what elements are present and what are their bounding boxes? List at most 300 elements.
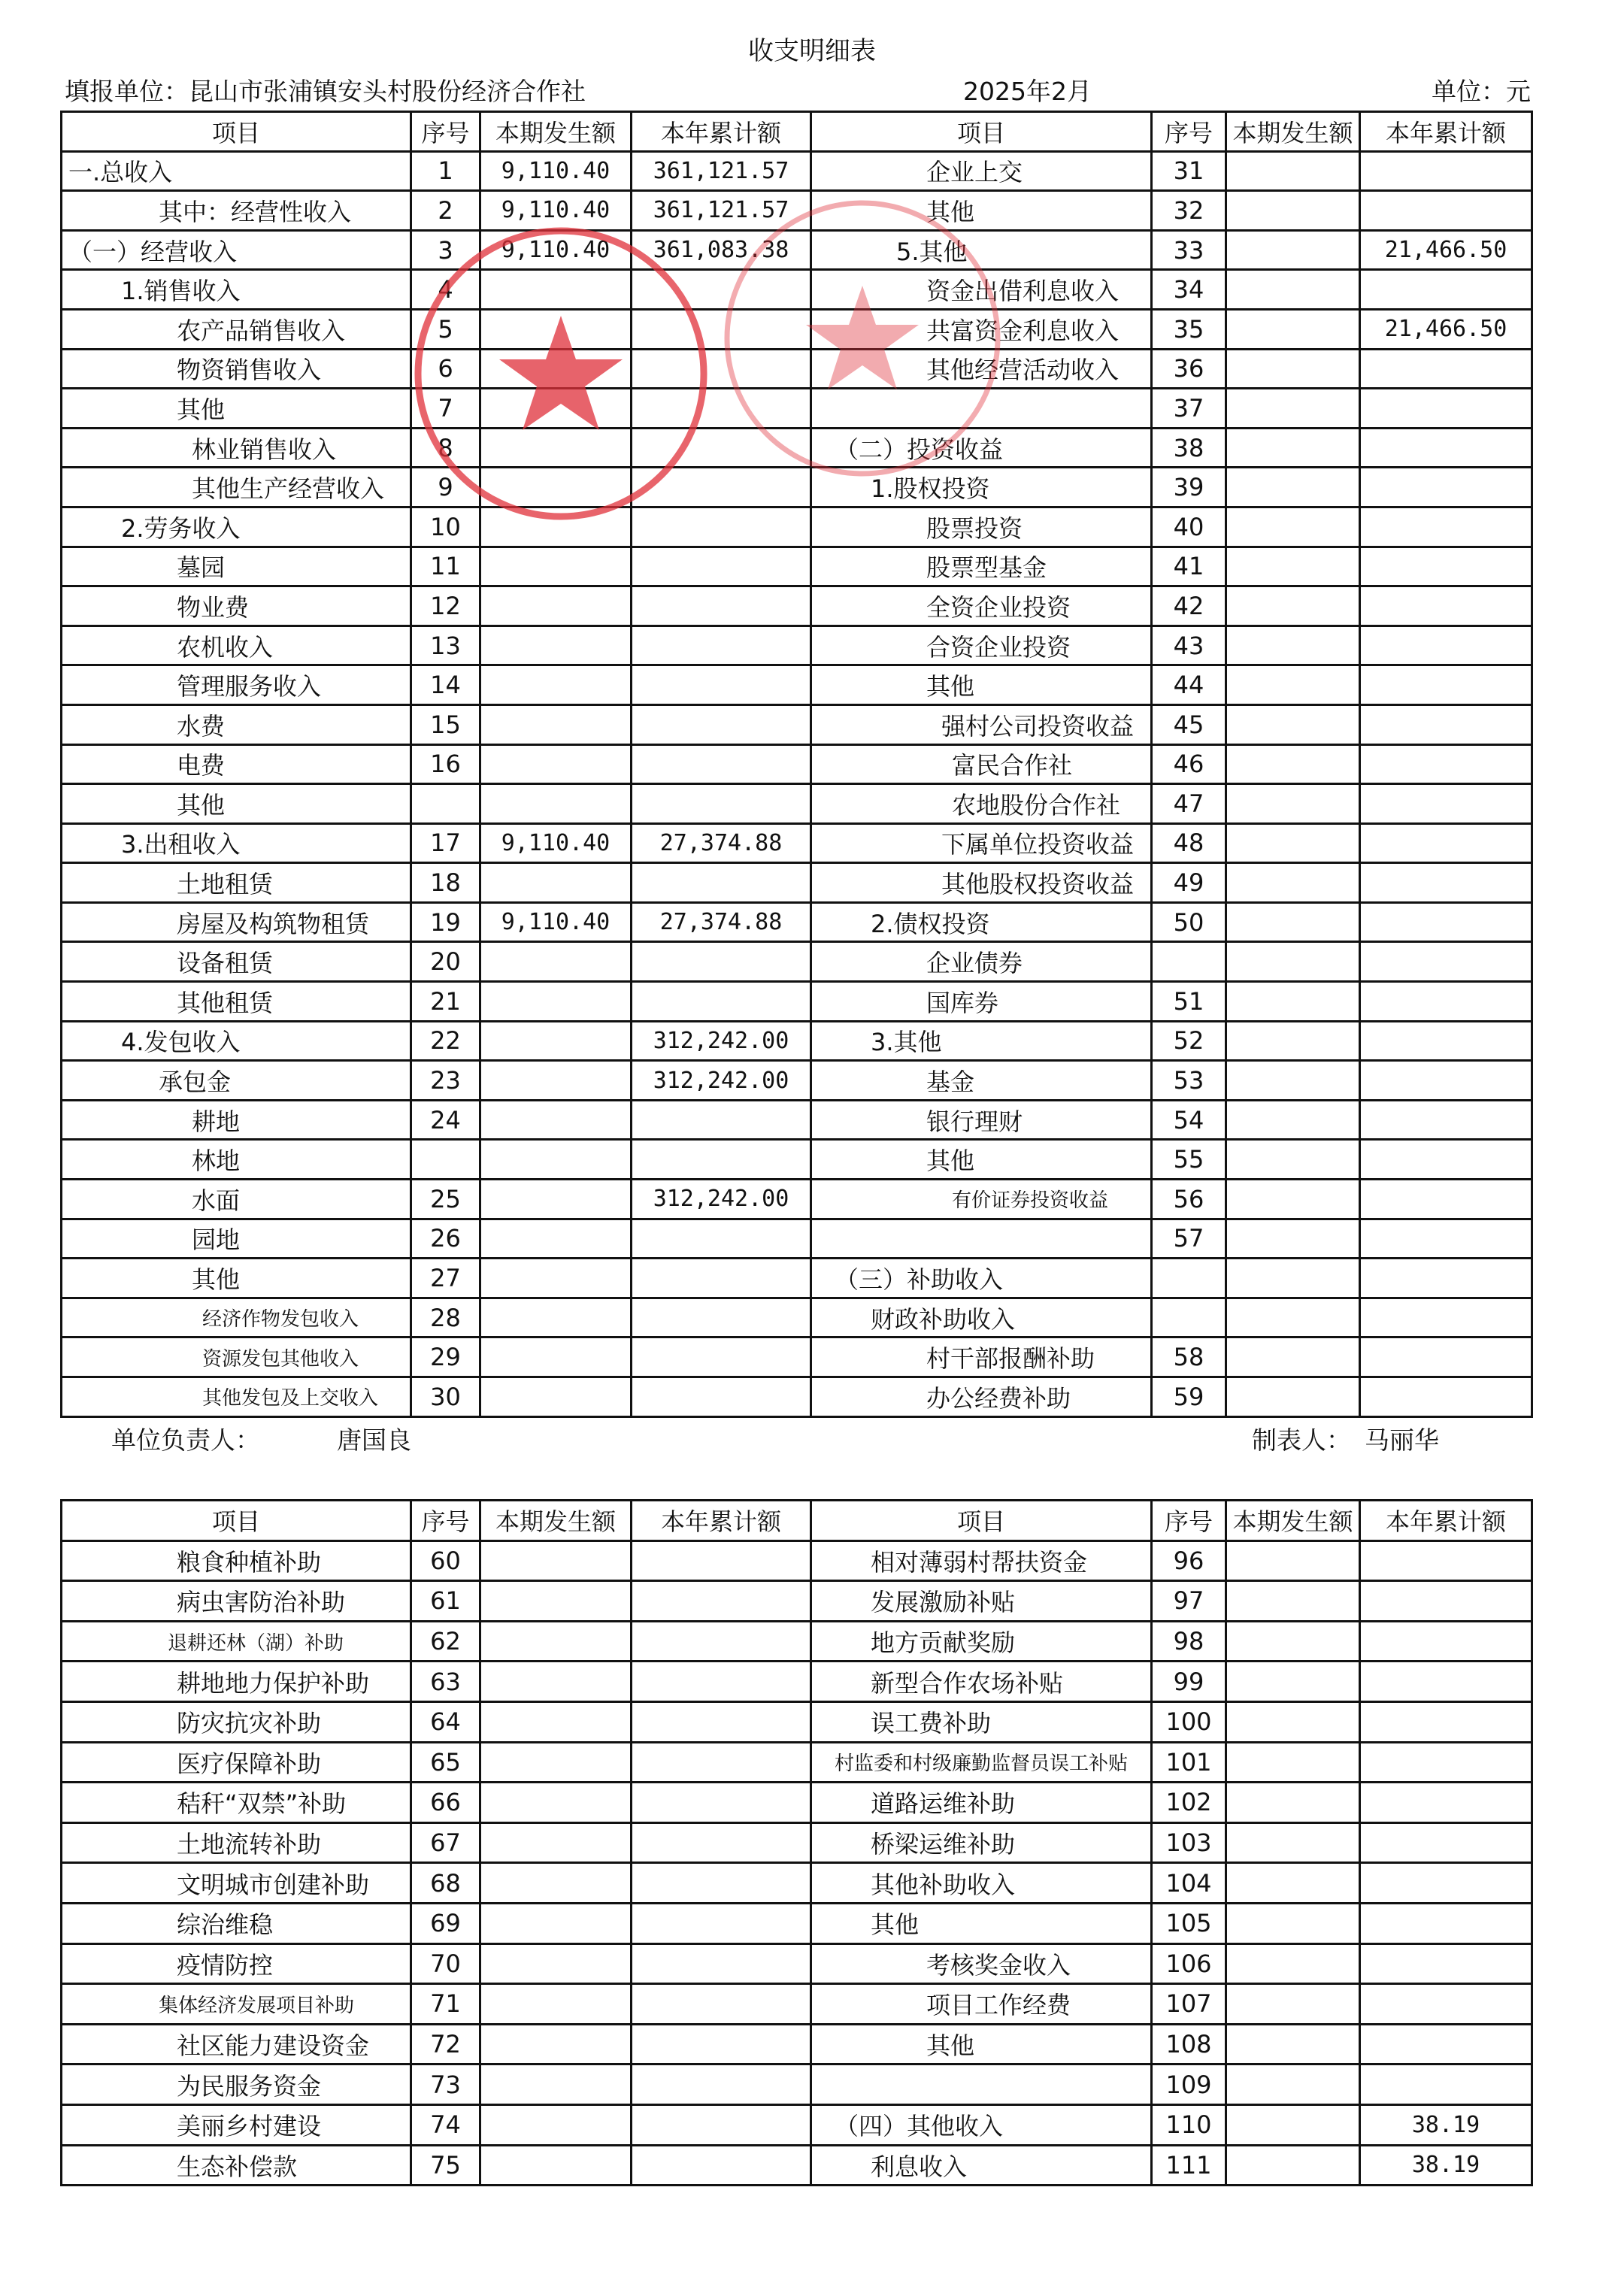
column-header-item: 项目 [62,1501,411,1541]
left-seq-cell: 16 [411,744,480,784]
left-ytd-amount-cell [632,349,811,389]
right-ytd-amount-cell [1360,902,1532,942]
left-seq-cell: 24 [411,1100,480,1140]
right-item-cell [811,2064,1152,2105]
left-ytd-amount-cell [632,1140,811,1180]
left-ytd-amount-cell [632,468,811,507]
table-row [62,1140,1532,1180]
left-seq-cell: 64 [411,1701,480,1742]
column-header-seq: 序号 [1152,1501,1226,1541]
left-current-amount-cell [480,349,632,389]
right-current-amount-cell [1226,1783,1360,1823]
table-row [62,1984,1532,2025]
right-current-amount-cell [1226,863,1360,903]
right-ytd-amount-cell: 38.19 [1360,2104,1532,2145]
left-item-cell: 文明城市创建补助 [62,1863,411,1904]
left-seq-cell: 5 [411,309,480,349]
reporting-unit: 填报单位：昆山市张浦镇安头村股份经济合作社 [65,77,586,106]
right-ytd-amount-cell [1360,507,1532,547]
right-item-cell: 利息收入 [811,2145,1152,2186]
table-row [62,1061,1532,1101]
left-item-cell: （一）经营收入 [62,230,411,270]
left-seq-cell: 20 [411,942,480,982]
right-current-amount-cell [1226,1742,1360,1783]
right-seq-cell: 44 [1152,665,1226,705]
left-item-cell: 林地 [62,1140,411,1180]
left-seq-cell: 14 [411,665,480,705]
right-current-amount-cell [1226,1061,1360,1101]
left-seq-cell: 75 [411,2145,480,2186]
right-ytd-amount-cell [1360,942,1532,982]
left-ytd-amount-cell [632,309,811,349]
column-header-ytd-amount: 本年累计额 [632,1501,811,1541]
right-current-amount-cell [1226,1219,1360,1259]
left-item-cell: 资源发包其他收入 [62,1337,411,1377]
right-current-amount-cell [1226,784,1360,824]
table-row [62,863,1532,903]
left-current-amount-cell [480,507,632,547]
right-item-cell: 富民合作社 [811,744,1152,784]
table-row [62,704,1532,744]
left-item-cell: 管理服务收入 [62,665,411,705]
right-current-amount-cell [1226,1259,1360,1298]
right-ytd-amount-cell: 21,466.50 [1360,230,1532,270]
right-seq-cell: 110 [1152,2104,1226,2145]
right-ytd-amount-cell [1360,389,1532,429]
left-ytd-amount-cell [632,626,811,665]
left-item-cell: 其他 [62,389,411,429]
left-current-amount-cell [480,1337,632,1377]
left-item-cell: 房屋及构筑物租赁 [62,902,411,942]
right-seq-cell: 34 [1152,270,1226,310]
right-current-amount-cell [1226,982,1360,1022]
left-item-cell: 农产品销售收入 [62,309,411,349]
right-ytd-amount-cell [1360,586,1532,626]
left-current-amount-cell [480,309,632,349]
right-current-amount-cell [1226,230,1360,270]
table-row [62,1742,1532,1783]
right-seq-cell: 98 [1152,1621,1226,1662]
right-item-cell: 项目工作经费 [811,1984,1152,2025]
right-ytd-amount-cell [1360,2024,1532,2064]
right-ytd-amount-cell [1360,784,1532,824]
right-item-cell: 地方贡献奖励 [811,1621,1152,1662]
table-row [62,1783,1532,1823]
right-item-cell: 3.其他 [811,1021,1152,1061]
column-header-current-amount: 本期发生额 [480,112,632,152]
left-current-amount-cell [480,2024,632,2064]
right-current-amount-cell [1226,902,1360,942]
right-seq-cell [1152,1298,1226,1337]
right-ytd-amount-cell [1360,704,1532,744]
left-ytd-amount-cell [632,547,811,586]
right-current-amount-cell [1226,1377,1360,1417]
right-seq-cell: 40 [1152,507,1226,547]
left-ytd-amount-cell [632,1903,811,1943]
left-seq-cell: 72 [411,2024,480,2064]
left-item-cell: 一.总收入 [62,151,411,191]
right-current-amount-cell [1226,2145,1360,2186]
report-info [65,72,1531,107]
column-header-item: 项目 [811,1501,1152,1541]
left-seq-cell: 7 [411,389,480,429]
right-current-amount-cell [1226,389,1360,429]
table-row [62,507,1532,547]
table-row [62,823,1532,863]
left-current-amount-cell [480,468,632,507]
right-item-cell: 企业上交 [811,151,1152,191]
right-item-cell: 强村公司投资收益 [811,704,1152,744]
column-header-current-amount: 本期发生额 [1226,1501,1360,1541]
left-ytd-amount-cell [632,1822,811,1863]
right-seq-cell: 104 [1152,1863,1226,1904]
table-row [62,151,1532,191]
right-item-cell: 下属单位投资收益 [811,823,1152,863]
left-seq-cell [411,1140,480,1180]
left-ytd-amount-cell: 361,121.57 [632,151,811,191]
left-seq-cell: 70 [411,1943,480,1984]
left-ytd-amount-cell [632,1100,811,1140]
table-row [62,1540,1532,1581]
right-current-amount-cell [1226,191,1360,231]
left-item-cell: 其他生产经营收入 [62,468,411,507]
left-item-cell: 其中：经营性收入 [62,191,411,231]
left-ytd-amount-cell [632,1783,811,1823]
right-current-amount-cell [1226,428,1360,468]
right-item-cell: （三）补助收入 [811,1259,1152,1298]
left-item-cell: 物资销售收入 [62,349,411,389]
left-current-amount-cell [480,626,632,665]
table-row [62,1662,1532,1702]
right-ytd-amount-cell [1360,468,1532,507]
right-seq-cell: 97 [1152,1581,1226,1622]
left-current-amount-cell: 9,110.40 [480,902,632,942]
column-header-seq: 序号 [411,1501,480,1541]
right-ytd-amount-cell [1360,1701,1532,1742]
leader-label: 单位负责人： [111,1425,260,1455]
right-seq-cell: 102 [1152,1783,1226,1823]
right-seq-cell: 48 [1152,823,1226,863]
right-ytd-amount-cell [1360,1822,1532,1863]
left-ytd-amount-cell [632,2104,811,2145]
left-item-cell: 2.劳务收入 [62,507,411,547]
column-header-seq: 序号 [411,112,480,152]
right-current-amount-cell [1226,1984,1360,2025]
left-item-cell: 4.发包收入 [62,1021,411,1061]
left-ytd-amount-cell: 312,242.00 [632,1180,811,1219]
right-current-amount-cell [1226,823,1360,863]
right-seq-cell: 53 [1152,1061,1226,1101]
right-seq-cell: 49 [1152,863,1226,903]
right-item-cell: 其他 [811,1903,1152,1943]
left-seq-cell: 8 [411,428,480,468]
right-ytd-amount-cell [1360,1140,1532,1180]
right-seq-cell: 46 [1152,744,1226,784]
column-header-ytd-amount: 本年累计额 [1360,1501,1532,1541]
left-seq-cell: 60 [411,1540,480,1581]
left-seq-cell: 28 [411,1298,480,1337]
right-seq-cell: 36 [1152,349,1226,389]
right-ytd-amount-cell [1360,1298,1532,1337]
table-row [62,191,1532,231]
right-current-amount-cell [1226,1903,1360,1943]
right-ytd-amount-cell [1360,1783,1532,1823]
left-item-cell: 土地租赁 [62,863,411,903]
left-item-cell: 电费 [62,744,411,784]
left-ytd-amount-cell [632,1377,811,1417]
table-header-row [62,1501,1532,1541]
table-row [62,1943,1532,1984]
table-row [62,389,1532,429]
table-row [62,626,1532,665]
right-current-amount-cell [1226,1540,1360,1581]
right-seq-cell: 101 [1152,1742,1226,1783]
left-current-amount-cell [480,1662,632,1702]
left-ytd-amount-cell [632,270,811,310]
left-current-amount-cell [480,1863,632,1904]
left-current-amount-cell [480,1742,632,1783]
right-current-amount-cell [1226,2024,1360,2064]
right-ytd-amount-cell [1360,1100,1532,1140]
right-item-cell: 发展激励补贴 [811,1581,1152,1622]
table-row [62,902,1532,942]
left-ytd-amount-cell: 27,374.88 [632,902,811,942]
right-current-amount-cell [1226,744,1360,784]
right-ytd-amount-cell [1360,270,1532,310]
right-current-amount-cell [1226,942,1360,982]
left-current-amount-cell [480,1943,632,1984]
right-item-cell: 1.股权投资 [811,468,1152,507]
right-ytd-amount-cell [1360,428,1532,468]
left-ytd-amount-cell [632,1984,811,2025]
table-row [62,1298,1532,1337]
left-current-amount-cell [480,1180,632,1219]
column-header-current-amount: 本期发生额 [1226,112,1360,152]
left-seq-cell: 61 [411,1581,480,1622]
left-item-cell: 墓园 [62,547,411,586]
left-ytd-amount-cell [632,704,811,744]
left-seq-cell: 3 [411,230,480,270]
left-seq-cell: 74 [411,2104,480,2145]
left-seq-cell: 26 [411,1219,480,1259]
right-item-cell: 相对薄弱村帮扶资金 [811,1540,1152,1581]
table-row [62,468,1532,507]
right-current-amount-cell [1226,2064,1360,2105]
table-row [62,1621,1532,1662]
right-item-cell: 其他经营活动收入 [811,349,1152,389]
right-item-cell: 股票投资 [811,507,1152,547]
right-seq-cell: 33 [1152,230,1226,270]
right-item-cell: 村干部报酬补助 [811,1337,1152,1377]
left-item-cell: 美丽乡村建设 [62,2104,411,2145]
right-seq-cell: 32 [1152,191,1226,231]
left-ytd-amount-cell [632,1621,811,1662]
right-seq-cell: 105 [1152,1903,1226,1943]
left-ytd-amount-cell [632,942,811,982]
right-item-cell: 基金 [811,1061,1152,1101]
right-seq-cell: 58 [1152,1337,1226,1377]
right-item-cell: 考核奖金收入 [811,1943,1152,1984]
right-current-amount-cell [1226,1863,1360,1904]
right-item-cell: 误工费补助 [811,1701,1152,1742]
left-item-cell: 物业费 [62,586,411,626]
table-row [62,2104,1532,2145]
left-current-amount-cell [480,982,632,1022]
right-ytd-amount-cell [1360,863,1532,903]
left-ytd-amount-cell [632,1337,811,1377]
right-seq-cell: 99 [1152,1662,1226,1702]
left-current-amount-cell: 9,110.40 [480,151,632,191]
left-item-cell: 耕地地力保护补助 [62,1662,411,1702]
right-current-amount-cell [1226,1581,1360,1622]
right-ytd-amount-cell [1360,1021,1532,1061]
right-ytd-amount-cell [1360,823,1532,863]
right-seq-cell: 111 [1152,2145,1226,2186]
left-seq-cell: 6 [411,349,480,389]
left-seq-cell: 69 [411,1903,480,1943]
table-row [62,942,1532,982]
right-ytd-amount-cell: 21,466.50 [1360,309,1532,349]
right-item-cell: 银行理财 [811,1100,1152,1140]
left-ytd-amount-cell [632,1259,811,1298]
left-seq-cell: 62 [411,1621,480,1662]
right-current-amount-cell [1226,151,1360,191]
table-row [62,1219,1532,1259]
table-row [62,1903,1532,1943]
right-seq-cell: 31 [1152,151,1226,191]
left-ytd-amount-cell [632,2145,811,2186]
right-seq-cell: 51 [1152,982,1226,1022]
right-item-cell: 农地股份合作社 [811,784,1152,824]
right-ytd-amount-cell [1360,1180,1532,1219]
right-current-amount-cell [1226,1701,1360,1742]
left-current-amount-cell: 9,110.40 [480,191,632,231]
right-ytd-amount-cell [1360,1259,1532,1298]
right-ytd-amount-cell: 38.19 [1360,2145,1532,2186]
left-current-amount-cell [480,1259,632,1298]
right-ytd-amount-cell [1360,151,1532,191]
left-current-amount-cell [480,389,632,429]
left-current-amount-cell [480,2064,632,2105]
right-current-amount-cell [1226,586,1360,626]
left-seq-cell: 73 [411,2064,480,2105]
table-row [62,2024,1532,2064]
left-ytd-amount-cell [632,982,811,1022]
right-item-cell: 财政补助收入 [811,1298,1152,1337]
left-seq-cell: 63 [411,1662,480,1702]
left-seq-cell: 13 [411,626,480,665]
left-current-amount-cell [480,1100,632,1140]
right-item-cell: 其他股权投资收益 [811,863,1152,903]
left-ytd-amount-cell [632,586,811,626]
table-row [62,1337,1532,1377]
table-row [62,270,1532,310]
income-table-1 [60,111,1533,1418]
right-current-amount-cell [1226,349,1360,389]
left-current-amount-cell [480,1140,632,1180]
left-seq-cell: 67 [411,1822,480,1863]
left-seq-cell: 21 [411,982,480,1022]
right-item-cell: 资金出借利息收入 [811,270,1152,310]
column-header-seq: 序号 [1152,112,1226,152]
right-item-cell: 桥梁运维补助 [811,1822,1152,1863]
left-current-amount-cell [480,942,632,982]
page-title: 收支明细表 [748,36,876,66]
left-current-amount-cell [480,1621,632,1662]
left-seq-cell: 27 [411,1259,480,1298]
column-header-item: 项目 [811,112,1152,152]
right-seq-cell: 43 [1152,626,1226,665]
right-ytd-amount-cell [1360,2064,1532,2105]
left-ytd-amount-cell: 361,083.38 [632,230,811,270]
right-seq-cell: 45 [1152,704,1226,744]
left-item-cell: 水面 [62,1180,411,1219]
left-current-amount-cell [480,586,632,626]
table-row [62,1701,1532,1742]
right-seq-cell [1152,1259,1226,1298]
left-item-cell: 其他 [62,1259,411,1298]
right-ytd-amount-cell [1360,982,1532,1022]
right-seq-cell: 108 [1152,2024,1226,2064]
left-current-amount-cell [480,1219,632,1259]
right-seq-cell: 55 [1152,1140,1226,1180]
left-ytd-amount-cell [632,389,811,429]
right-seq-cell: 103 [1152,1822,1226,1863]
left-item-cell: 设备租赁 [62,942,411,982]
right-ytd-amount-cell [1360,1219,1532,1259]
right-seq-cell: 37 [1152,389,1226,429]
right-item-cell: 办公经费补助 [811,1377,1152,1417]
right-ytd-amount-cell [1360,1337,1532,1377]
left-current-amount-cell [480,665,632,705]
right-seq-cell: 96 [1152,1540,1226,1581]
left-current-amount-cell [480,1984,632,2025]
table-row [62,1259,1532,1298]
left-item-cell: 防灾抗灾补助 [62,1701,411,1742]
left-seq-cell: 25 [411,1180,480,1219]
right-item-cell: （二）投资收益 [811,428,1152,468]
left-current-amount-cell [480,2104,632,2145]
right-seq-cell: 56 [1152,1180,1226,1219]
right-ytd-amount-cell [1360,1581,1532,1622]
left-seq-cell: 2 [411,191,480,231]
currency-unit: 单位：元 [1432,77,1531,106]
right-seq-cell: 57 [1152,1219,1226,1259]
right-current-amount-cell [1226,270,1360,310]
right-item-cell: 共富资金利息收入 [811,309,1152,349]
left-ytd-amount-cell [632,1298,811,1337]
right-item-cell: 合资企业投资 [811,626,1152,665]
left-ytd-amount-cell: 312,242.00 [632,1021,811,1061]
right-current-amount-cell [1226,309,1360,349]
table-row [62,230,1532,270]
right-item-cell: 企业债券 [811,942,1152,982]
left-seq-cell: 11 [411,547,480,586]
left-ytd-amount-cell [632,744,811,784]
left-current-amount-cell [480,2145,632,2186]
right-current-amount-cell [1226,1298,1360,1337]
left-item-cell: 生态补偿款 [62,2145,411,2186]
left-current-amount-cell [480,1021,632,1061]
right-ytd-amount-cell [1360,1621,1532,1662]
left-ytd-amount-cell [632,1219,811,1259]
right-seq-cell: 35 [1152,309,1226,349]
left-seq-cell: 29 [411,1337,480,1377]
left-item-cell: 农机收入 [62,626,411,665]
left-ytd-amount-cell [632,428,811,468]
report-period: 2025年2月 [963,77,1092,106]
right-current-amount-cell [1226,2104,1360,2145]
